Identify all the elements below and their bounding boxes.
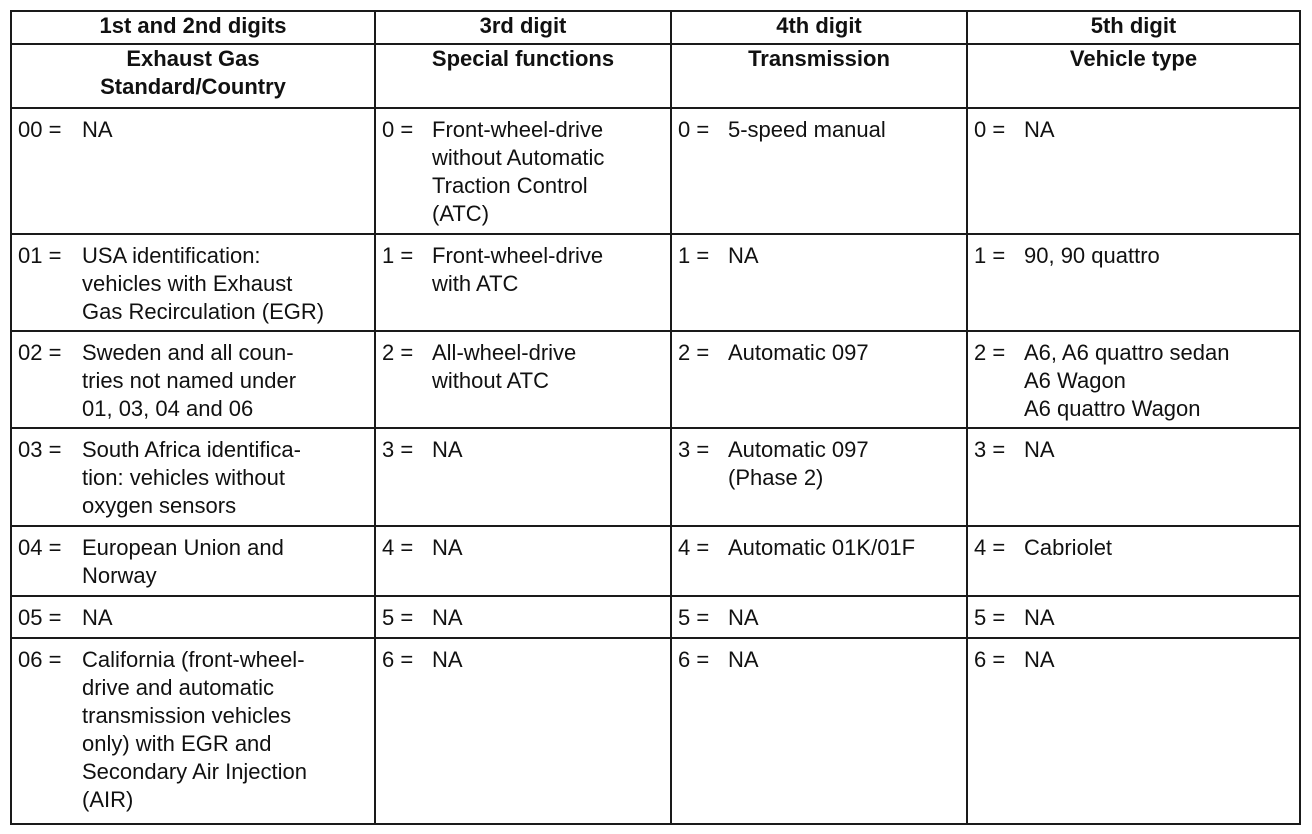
code-description: Cabriolet	[1024, 534, 1113, 560]
code-description: NA	[432, 534, 463, 560]
table-cell	[967, 108, 1300, 233]
code-description: NA	[728, 646, 759, 672]
header-exhaust-gas-standard-text: Exhaust Gas Standard/Country	[100, 46, 286, 100]
code-label: 4 =	[382, 534, 414, 560]
code-label: 5 =	[382, 605, 414, 631]
table-cell	[671, 596, 967, 637]
header-special-functions: Special functions	[375, 44, 671, 108]
header-row-digits	[11, 11, 1300, 44]
header-transmission: Transmission	[671, 44, 967, 108]
table-cell	[967, 234, 1300, 331]
code-label: 5 =	[974, 605, 1006, 631]
code-label: 2 =	[678, 340, 710, 365]
code-description: Sweden and all coun- tries not named under 01, 03, 04 and 06	[82, 340, 297, 421]
table-cell	[11, 331, 375, 428]
code-description: All-wheel-drive without ATC	[432, 340, 577, 393]
table-cell	[375, 108, 671, 233]
table-cell	[967, 428, 1300, 525]
table-cell	[967, 596, 1300, 637]
code-label: 1 =	[382, 242, 414, 268]
code-description: NA	[728, 605, 759, 631]
header-digit-1-2: 1st and 2nd digits	[11, 11, 375, 44]
table-row	[11, 638, 1300, 824]
code-label: 6 =	[974, 646, 1006, 672]
code-label: 05 =	[18, 605, 62, 631]
code-description: Automatic 01K/01F	[728, 534, 916, 560]
table-row	[11, 526, 1300, 596]
code-label: 0 =	[678, 117, 710, 143]
code-label: 6 =	[678, 646, 710, 672]
table-cell	[11, 638, 375, 824]
code-label: 06 =	[18, 646, 62, 672]
table-cell	[671, 638, 967, 824]
header-digit-4: 4th digit	[671, 11, 967, 44]
code-description: NA	[432, 646, 463, 672]
table-cell	[671, 526, 967, 596]
table-cell	[671, 108, 967, 233]
code-description: European Union and Norway	[82, 534, 284, 588]
table-row	[11, 234, 1300, 331]
code-description: Front-wheel-drive without Automatic Traction Control (ATC)	[432, 117, 605, 227]
code-description: NA	[728, 242, 759, 268]
table-cell	[11, 428, 375, 525]
code-description: NA	[82, 117, 113, 143]
code-description: NA	[1024, 646, 1055, 672]
code-label: 5 =	[678, 605, 710, 631]
table-row	[11, 428, 1300, 525]
table-cell	[375, 331, 671, 428]
table-cell	[11, 596, 375, 637]
code-description: Automatic 097	[728, 340, 869, 365]
code-label: 0 =	[382, 117, 414, 143]
code-description: Automatic 097 (Phase 2)	[728, 437, 869, 491]
code-label: 01 =	[18, 242, 62, 268]
table-cell	[375, 234, 671, 331]
code-description: A6, A6 quattro sedan A6 Wagon A6 quattro Wagon	[1024, 340, 1230, 421]
code-description: 5-speed manual	[728, 117, 886, 143]
table-cell	[375, 596, 671, 637]
table-row	[11, 108, 1300, 233]
code-label: 3 =	[678, 437, 710, 463]
table-cell	[671, 331, 967, 428]
header-vehicle-type: Vehicle type	[967, 44, 1300, 108]
table-cell	[375, 428, 671, 525]
code-description: 90, 90 quattro	[1024, 242, 1160, 268]
code-description: California (front-wheel- drive and automatic transmission vehicles only) with EGR and Secondary Air Injection (AIR)	[82, 646, 308, 812]
code-label: 4 =	[974, 534, 1006, 560]
engine-code-table	[10, 10, 1301, 825]
table-cell	[967, 526, 1300, 596]
code-label: 4 =	[678, 534, 710, 560]
table-cell	[671, 428, 967, 525]
table-row	[11, 331, 1300, 428]
header-digit-3: 3rd digit	[375, 11, 671, 44]
table-cell	[671, 234, 967, 331]
code-label: 00 =	[18, 117, 62, 143]
code-label: 03 =	[18, 437, 62, 463]
table-row	[11, 596, 1300, 637]
code-description: USA identification: vehicles with Exhaust Gas Recirculation (EGR)	[82, 242, 325, 324]
code-description: NA	[432, 605, 463, 631]
code-description: South Africa identifica- tion: vehicles without oxygen sensors	[82, 437, 301, 519]
table-cell	[375, 526, 671, 596]
code-label: 0 =	[974, 117, 1006, 143]
code-label: 1 =	[974, 242, 1006, 268]
code-label: 04 =	[18, 534, 62, 560]
code-label: 2 =	[382, 340, 414, 365]
code-description: NA	[1024, 605, 1055, 631]
table-cell	[11, 234, 375, 331]
code-label: 6 =	[382, 646, 414, 672]
header-row-categories	[11, 44, 1300, 108]
header-exhaust-gas-standard	[11, 44, 375, 108]
code-description: NA	[1024, 117, 1055, 143]
table-cell	[11, 108, 375, 233]
table-cell	[967, 638, 1300, 824]
code-description: Front-wheel-drive with ATC	[432, 242, 604, 296]
table-cell	[11, 526, 375, 596]
code-label: 2 =	[974, 340, 1006, 365]
code-description: NA	[82, 605, 113, 631]
code-label: 02 =	[18, 340, 62, 365]
code-label: 1 =	[678, 242, 710, 268]
code-description: NA	[1024, 437, 1055, 463]
table-cell	[967, 331, 1300, 428]
table-cell	[375, 638, 671, 824]
code-description: NA	[432, 437, 463, 463]
code-label: 3 =	[974, 437, 1006, 463]
header-digit-5: 5th digit	[967, 11, 1300, 44]
code-label: 3 =	[382, 437, 414, 463]
